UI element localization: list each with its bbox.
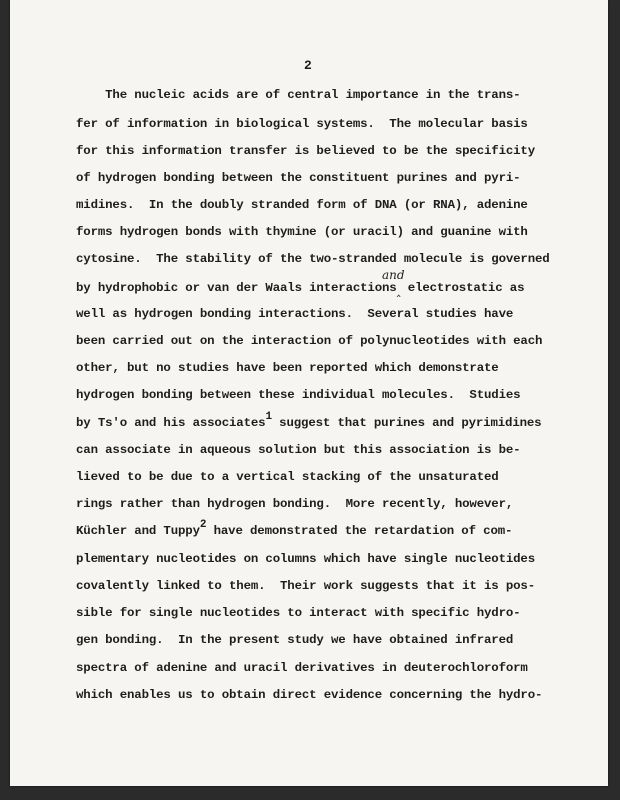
text-line: can associate in aqueous solution but this association is be- xyxy=(76,443,521,457)
text-line: midines. In the doubly stranded form of DNA (or RNA), adenine xyxy=(76,198,528,212)
footnote-marker: 1 xyxy=(265,411,272,423)
text-segment: electrostatic as xyxy=(400,281,525,295)
text-line: lieved to be due to a vertical stacking of the unsaturated xyxy=(76,470,499,484)
text-line: cytosine. The stability of the two-stranded molecule is governed xyxy=(76,252,550,266)
handwritten-insert: and xyxy=(382,268,405,282)
text-line: rings rather than hydrogen bonding. More recently, however, xyxy=(76,497,514,511)
text-line: fer of information in biological systems. The molecular basis xyxy=(76,117,528,131)
text-segment: Küchler and Tuppy xyxy=(76,524,200,538)
text-line: The nucleic acids are of central importance in the trans- xyxy=(76,88,521,102)
text-segment: by Ts'o and his associates xyxy=(76,416,266,430)
text-line-with-footnote xyxy=(76,519,513,538)
text-line: which enables us to obtain direct evidence concerning the hydro- xyxy=(76,688,543,702)
text-segment: suggest that purines and pyrimidines xyxy=(271,416,542,430)
text-line: plementary nucleotides on columns which have single nucleotides xyxy=(76,552,535,566)
text-line: for this information transfer is believed to be the specificity xyxy=(76,144,535,158)
text-line: forms hydrogen bonds with thymine (or uracil) and guanine with xyxy=(76,225,528,239)
text-line: been carried out on the interaction of polynucleotides with each xyxy=(76,334,543,348)
caret-mark: ‸ xyxy=(396,283,401,297)
text-line: spectra of adenine and uracil derivatives in deuterochloroform xyxy=(76,661,528,675)
page-number: 2 xyxy=(304,58,312,73)
text-line: gen bonding. In the present study we have obtained infrared xyxy=(76,633,514,647)
text-line-with-insert xyxy=(76,280,524,295)
text-line-with-footnote xyxy=(76,411,542,430)
footnote-marker: 2 xyxy=(199,519,207,531)
text-line: covalently linked to them. Their work suggests that it is pos- xyxy=(76,579,535,593)
text-line: hydrogen bonding between these individual molecules. Studies xyxy=(76,388,521,402)
text-segment: by hydrophobic or van der Waals interactions xyxy=(76,281,397,295)
document-page xyxy=(10,0,608,786)
text-line: of hydrogen bonding between the constituent purines and pyri- xyxy=(76,171,521,185)
text-line: well as hydrogen bonding interactions. Several studies have xyxy=(76,307,514,321)
text-line: other, but no studies have been reported which demonstrate xyxy=(76,361,499,375)
text-segment: have demonstrated the retardation of com- xyxy=(206,524,513,538)
text-line: sible for single nucleotides to interact with specific hydro- xyxy=(76,606,521,620)
